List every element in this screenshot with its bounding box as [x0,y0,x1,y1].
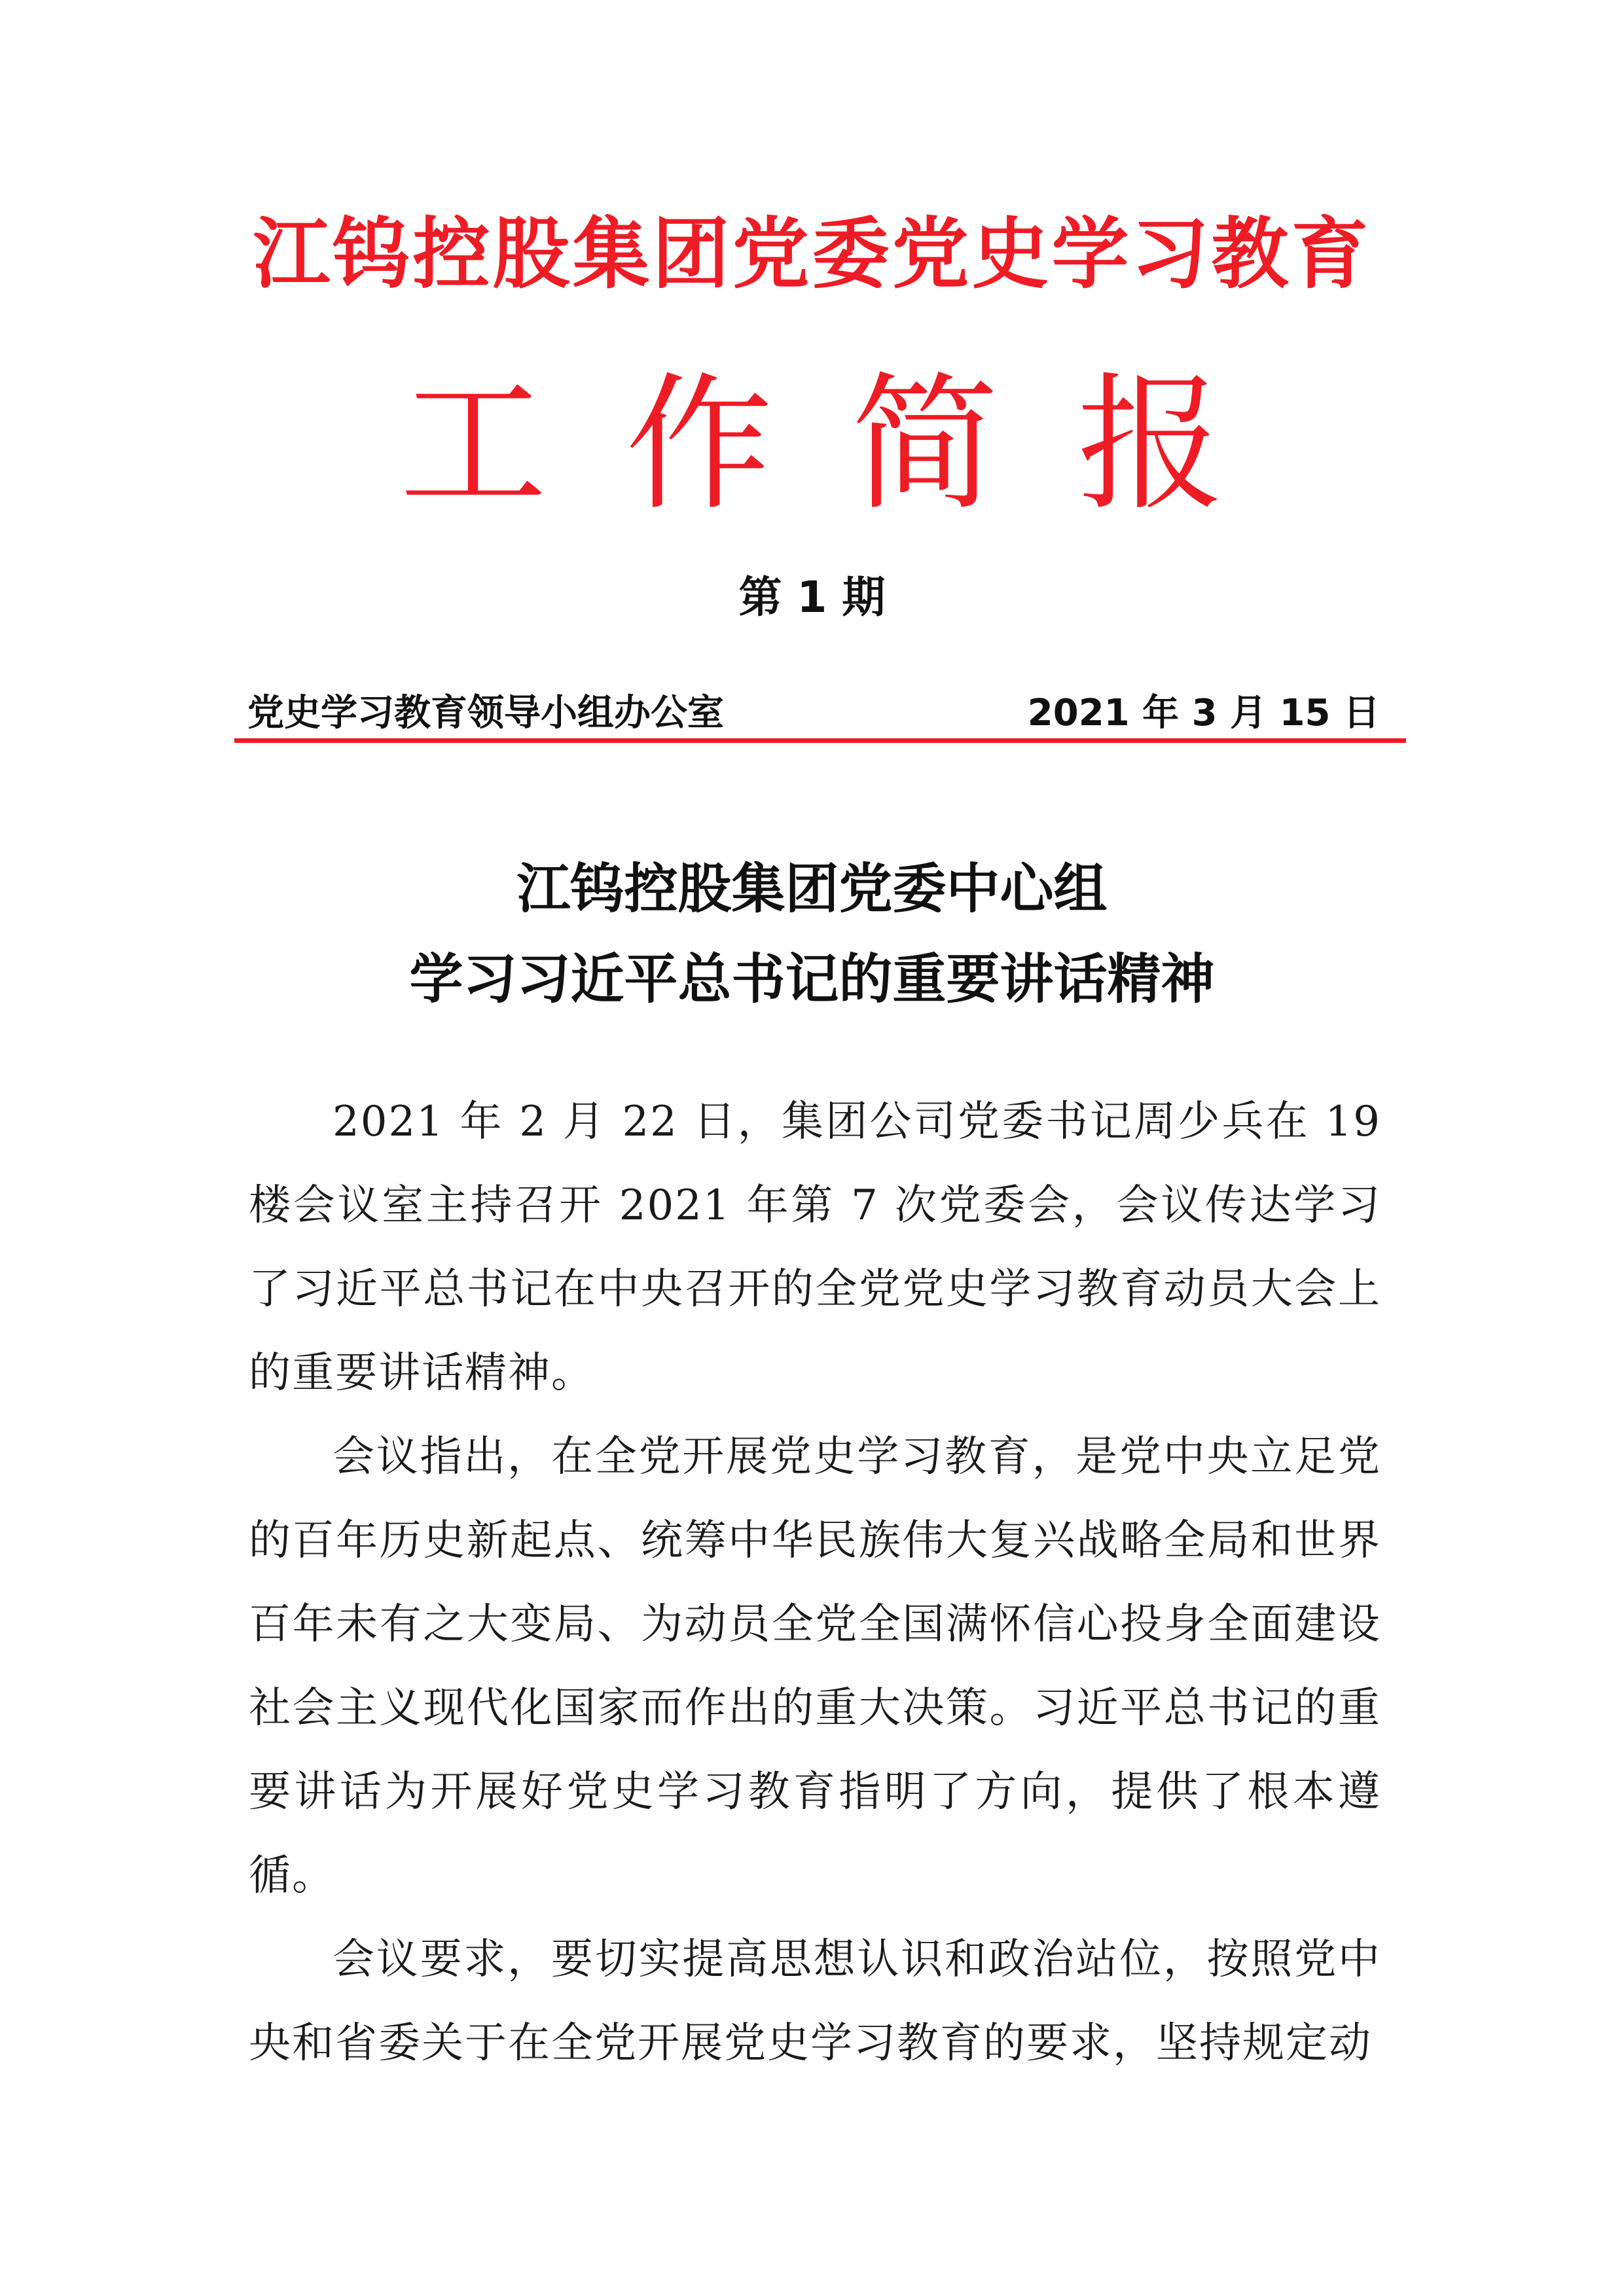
article-title-line-2: 学习习近平总书记的重要讲话精神 [409,948,1215,1011]
issue-number: 第 1 期 [738,572,886,622]
bulletin-title: 工作简报 [399,359,1303,531]
paragraph: 会议指出，在全党开展党史学习教育，是党中央立足党的百年历史新起点、统筹中华民族伟大复兴战略全局和世界百年未有之大变局、为动员全党全国满怀信心投身全面建设社会主义现代化国家而作出的重大决策。习近平总书记的重要讲话为开展好党史学习教育指明了方向，提供了根本遵循。 [249,1433,1381,1900]
article-body [249,1080,1381,2085]
issuer: 党史学习教育领导小组办公室 [247,692,724,734]
issuer-date-line [247,684,1380,743]
paragraph: 会议要求，要切实提高思想认识和政治站位，按照党中央和省委关于在全党开展党史学习教育的要求，坚持规定动 [249,1935,1381,2068]
masthead-title: 江钨控股集团党委党史学习教育 [253,208,1371,299]
issue-date: 2021 年 3 月 15 日 [1027,692,1380,734]
red-divider-rule [234,738,1406,743]
paragraph: 2021 年 2 月 22 日，集团公司党委书记周少兵在 19 楼会议室主持召开 2021 年第 7 次党委会，会议传达学习了习近平总书记在中央召开的全党党史学习教育动员大会上的重要讲话精神。 [249,1098,1381,1397]
article-title-line-1: 江钨控股集团党委中心组 [516,857,1108,920]
